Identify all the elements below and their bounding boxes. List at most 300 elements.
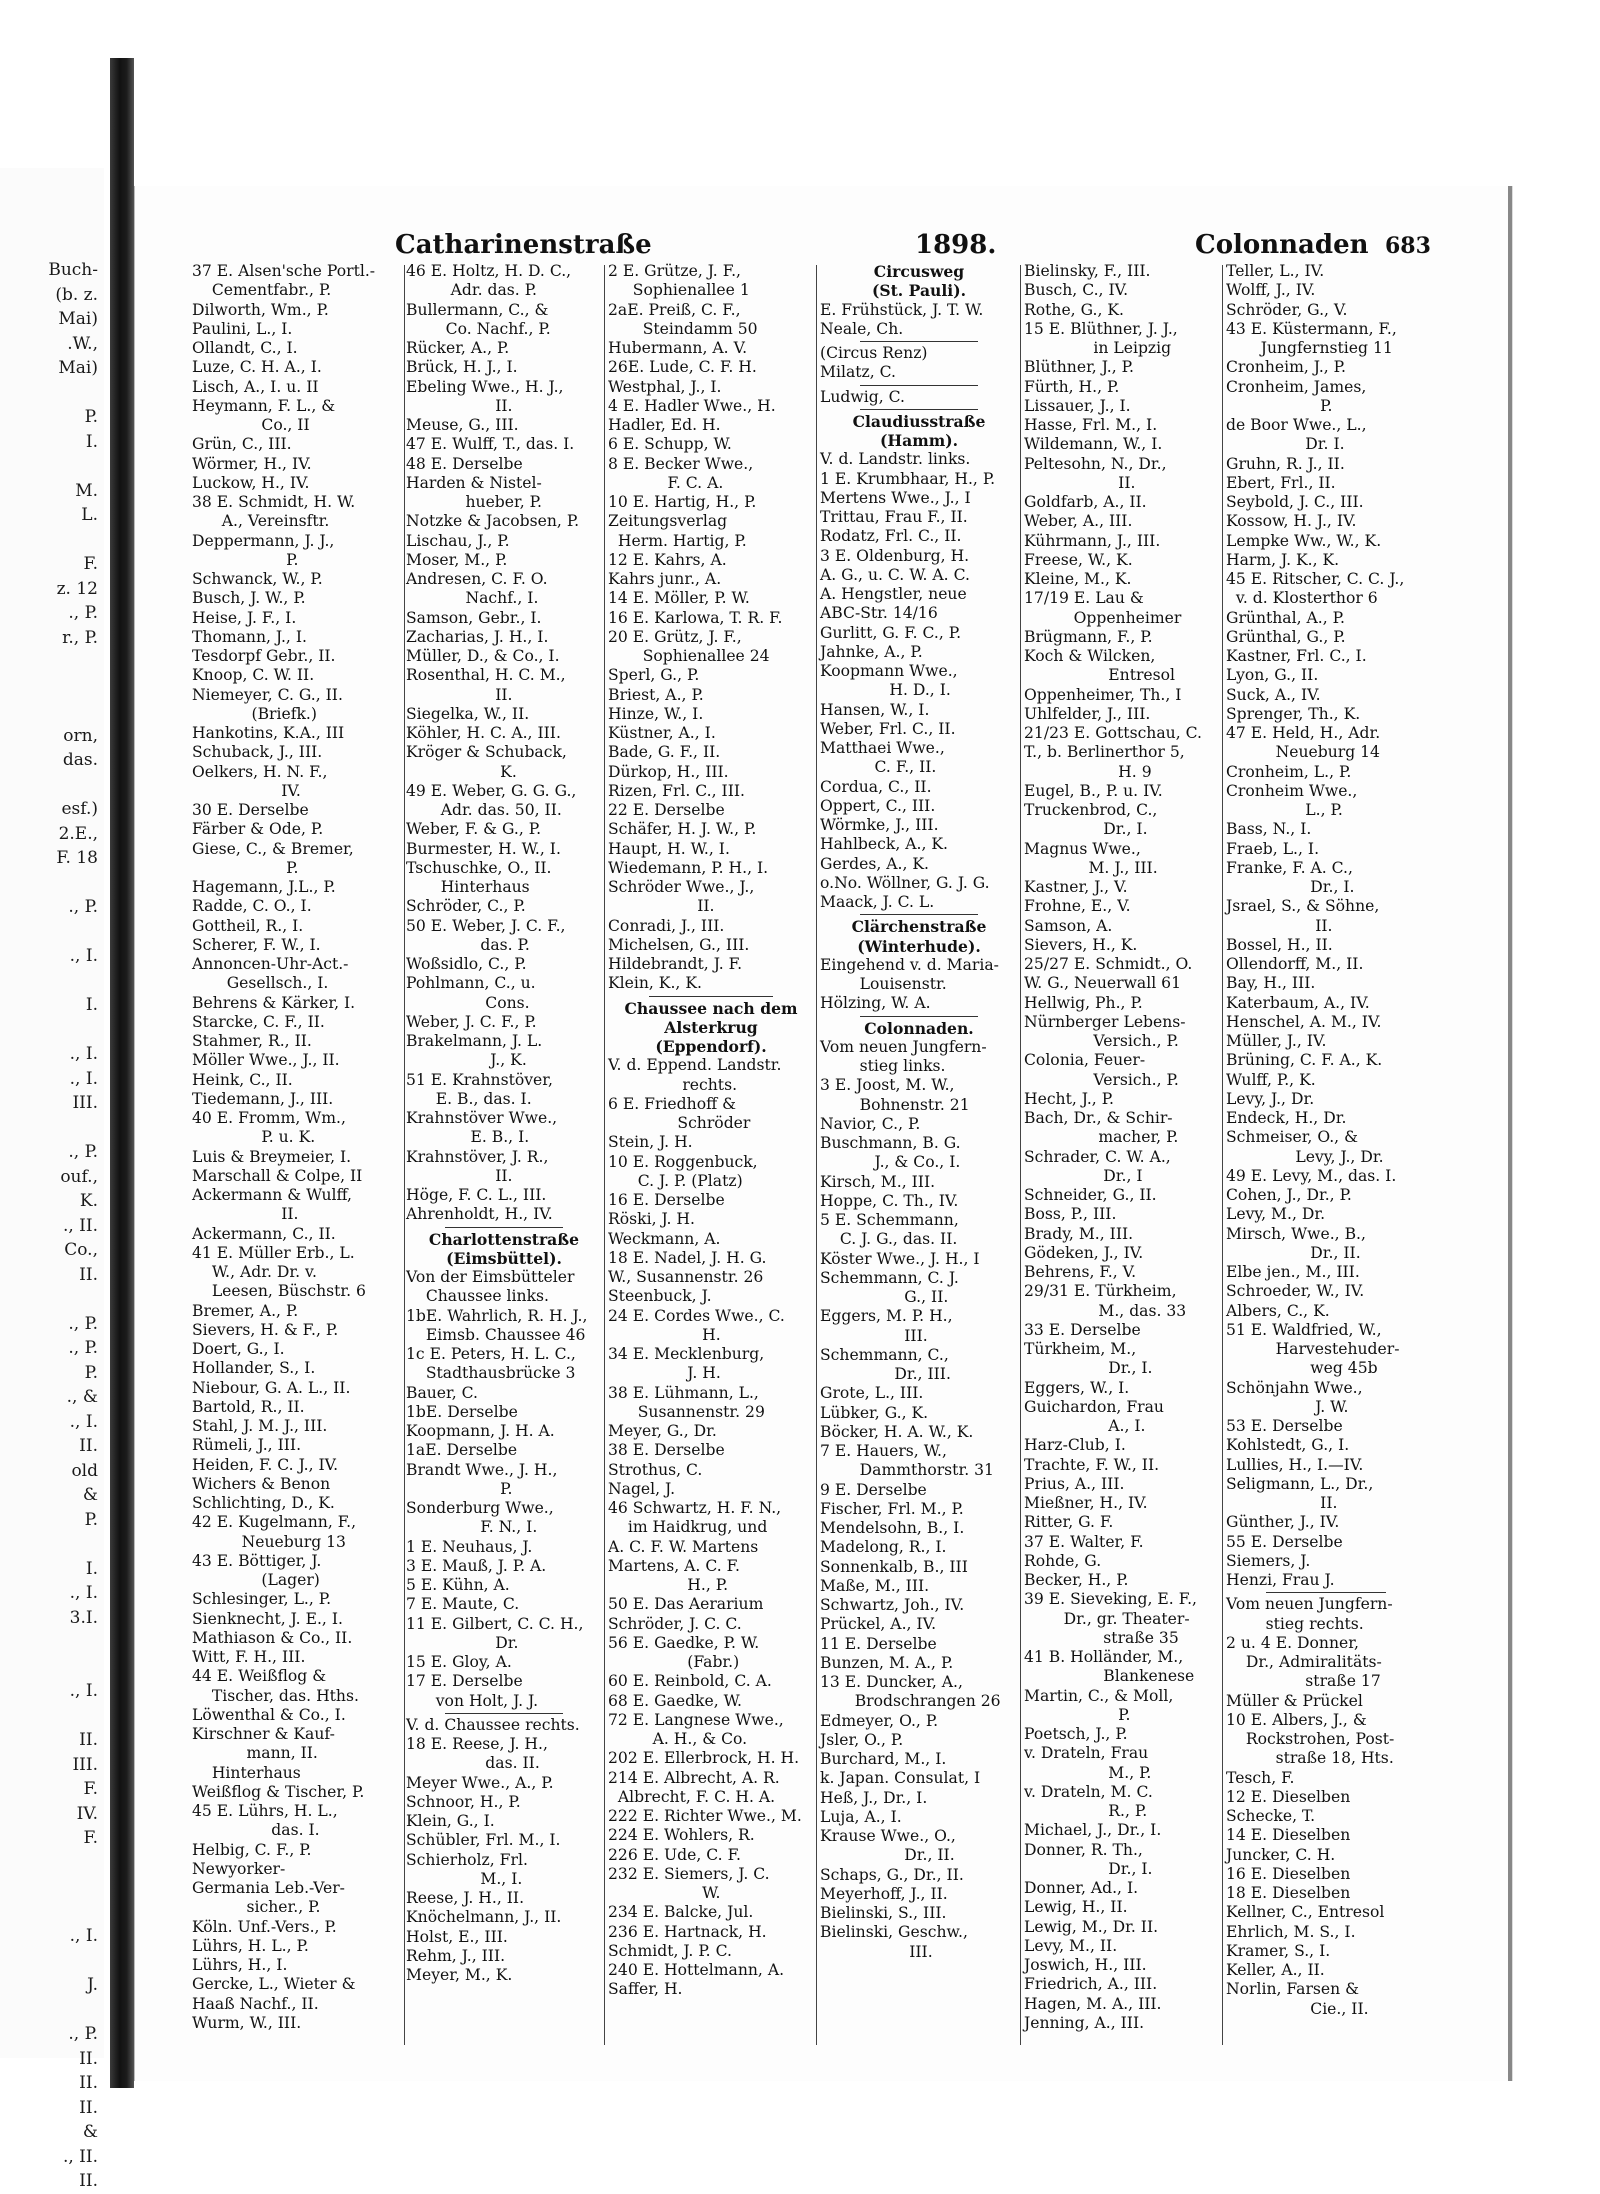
directory-entry: Weckmann, A. <box>608 1229 721 1248</box>
directory-entry: Mathiason & Co., II. <box>192 1628 353 1647</box>
directory-entry: Färber & Ode, P. <box>192 820 324 839</box>
directory-entry: Samson, Gebr., I. <box>406 608 542 627</box>
street-heading: Claudiusstraße <box>852 411 986 431</box>
directory-entry: Louisenstr. <box>820 975 947 993</box>
directory-entry: Knoop, C. W. II. <box>192 666 315 685</box>
directory-entry: Stein, J. H. <box>608 1133 693 1152</box>
directory-entry: Dr., I. <box>1226 878 1355 896</box>
directory-entry: (Lager) <box>192 1571 320 1589</box>
directory-entry: macher, P. <box>1024 1128 1179 1147</box>
directory-entry: im Haidkrug, und <box>608 1518 768 1537</box>
directory-entry: P. u. K. <box>192 1128 316 1147</box>
directory-entry: Lischau, J., P. <box>406 531 510 550</box>
directory-entry: Brakelmann, J. L. <box>406 1032 543 1050</box>
directory-entry: 42 E. Kugelmann, F., <box>192 1513 357 1532</box>
directory-entry: Ollendorff, M., II. <box>1226 955 1364 973</box>
directory-entry: 38 E. Schmidt, H. W. <box>192 493 356 511</box>
directory-entry: J. H. <box>608 1364 721 1383</box>
directory-entry: Röski, J. H. <box>608 1210 695 1229</box>
directory-entry: Brück, H. J., I. <box>406 358 518 377</box>
directory-entry: V. d. Chaussee rechts. <box>406 1715 580 1734</box>
directory-entry: Vom neuen Jungfern- <box>820 1037 987 1056</box>
directory-entry: Dilworth, Wm., P. <box>192 300 329 319</box>
directory-entry: Schröder <box>608 1114 751 1132</box>
section-divider <box>649 996 773 997</box>
directory-entry: Grünthal, G., P. <box>1226 627 1346 646</box>
directory-entry: Steenbuck, J. <box>608 1287 712 1306</box>
directory-entry: J. W. <box>1226 1397 1349 1416</box>
directory-entry: Schneider, G., II. <box>1024 1186 1157 1204</box>
directory-entry: Grün, C., III. <box>192 435 292 454</box>
directory-entry: Rizen, Frl. C., III. <box>608 781 745 800</box>
directory-entry: Trachte, F. W., II. <box>1024 1455 1160 1474</box>
directory-entry: Dr., gr. Theater- <box>1024 1609 1190 1628</box>
directory-entry: Ehrlich, M. S., I. <box>1226 1922 1356 1941</box>
directory-entry: A., I. <box>1024 1417 1146 1435</box>
directory-entry: Koch & Wilcken, <box>1024 647 1156 665</box>
directory-entry: Doert, G., I. <box>192 1340 285 1358</box>
directory-entry: Brüning, C. F. A., K. <box>1226 1051 1383 1070</box>
directory-entry: 46 E. Holtz, H. D. C., <box>406 262 572 280</box>
directory-entry: Kleine, M., K. <box>1024 570 1132 588</box>
directory-entry: Behrens, F., V. <box>1024 1263 1137 1281</box>
directory-entry: Harm, J. K., K. <box>1226 550 1340 569</box>
directory-entry: mann, II. <box>192 1744 318 1763</box>
directory-entry: Schierholz, Frl. <box>406 1850 528 1869</box>
directory-entry: Gercke, L., Wieter & <box>192 1975 356 1994</box>
directory-entry: Heß, J., Dr., I. <box>820 1788 928 1807</box>
directory-entry: Seligmann, L., Dr., <box>1226 1474 1374 1493</box>
directory-entry: Bielinski, Geschw., <box>820 1923 968 1942</box>
directory-entry: Jsrael, S., & Söhne, <box>1226 897 1380 916</box>
directory-entry: Steindamm 50 <box>608 319 758 338</box>
directory-entry: 1bE. Derselbe <box>406 1402 518 1421</box>
directory-entry: Schönjahn Wwe., <box>1226 1378 1363 1397</box>
directory-entry: Wurm, W., III. <box>192 2013 302 2032</box>
directory-entry: 5 E. Schemmann, <box>820 1211 959 1229</box>
directory-entry: Dr., I. <box>1024 1859 1153 1878</box>
directory-entry: Trittau, Frau F., II. <box>820 508 968 526</box>
directory-entry: 15 E. Blüthner, J. J., <box>1024 319 1178 338</box>
directory-entry: Möller Wwe., J., II. <box>192 1051 340 1070</box>
directory-entry: 51 E. Waldfried, W., <box>1226 1320 1382 1339</box>
directory-entry: H. 9 <box>1024 762 1152 781</box>
directory-entry: Hagemann, J.L., P. <box>192 878 336 896</box>
directory-entry: Eggers, W., I. <box>1024 1378 1130 1397</box>
directory-entry: v. d. Klosterthor 6 <box>1226 589 1378 608</box>
column-4 <box>820 262 1018 1962</box>
directory-entry: Hansen, W., I. <box>820 700 930 719</box>
directory-entry: Michelsen, G., III. <box>608 935 750 954</box>
directory-entry: 14 E. Dieselben <box>1226 1826 1351 1845</box>
directory-entry: Bielinski, S., III. <box>820 1904 947 1922</box>
directory-entry: Dr., I. <box>1024 1359 1153 1378</box>
directory-entry: Eggers, M. P. H., <box>820 1307 953 1326</box>
directory-entry: Rockstrohen, Post- <box>1226 1730 1395 1748</box>
directory-entry: Milatz, C. <box>820 363 896 382</box>
directory-entry: T., b. Berlinerthor 5, <box>1024 743 1185 762</box>
directory-entry: 226 E. Ude, C. F. <box>608 1845 741 1864</box>
directory-entry: Tschuschke, O., II. <box>406 858 552 877</box>
previous-page-fragment <box>0 168 104 2191</box>
directory-entry: Levy, M., II. <box>1024 1936 1118 1955</box>
directory-entry: 44 E. Weißflog & <box>192 1667 327 1686</box>
section-divider <box>445 1713 563 1714</box>
directory-entry: Zacharias, J. H., I. <box>406 627 549 646</box>
directory-entry: III. <box>820 1942 933 1961</box>
directory-entry: Kröger & Schuback, <box>406 743 567 762</box>
directory-entry: 46 Schwartz, H. F. N., <box>608 1499 782 1517</box>
directory-entry: A. Hengstler, neue <box>820 585 967 603</box>
directory-entry: Endeck, H., Dr. <box>1226 1109 1347 1127</box>
directory-entry: 43 E. Böttiger, J. <box>192 1551 322 1570</box>
directory-entry: Knöchelmann, J., II. <box>406 1908 562 1927</box>
directory-entry: 25/27 E. Schmidt., O. <box>1024 955 1193 973</box>
directory-entry: Woßsidlo, C., P. <box>406 955 527 973</box>
directory-entry: Sievers, H., K. <box>1024 935 1138 954</box>
directory-entry: Wörmke, J., III. <box>820 816 939 834</box>
directory-entry: Weber, Frl. C., II. <box>820 719 956 738</box>
directory-entry: Brady, M., III. <box>1024 1224 1134 1243</box>
directory-entry: Neueburg 13 <box>192 1532 346 1551</box>
directory-entry: 9 E. Derselbe <box>820 1480 927 1499</box>
directory-entry: 41 B. Holländer, M., <box>1024 1648 1184 1666</box>
directory-entry: Rohde, G. <box>1024 1551 1102 1570</box>
directory-entry: Prückel, A., IV. <box>820 1615 937 1634</box>
directory-entry: Gödeken, J., IV. <box>1024 1243 1144 1262</box>
directory-entry: Lührs, H. L., P. <box>192 1936 309 1955</box>
directory-entry: Brügmann, F., P. <box>1024 627 1153 646</box>
directory-entry: Schrader, C. W. A., <box>1024 1147 1171 1166</box>
directory-entry: Eugel, B., P. u. IV. <box>1024 781 1163 800</box>
column-1 <box>192 262 402 2033</box>
directory-entry: Navior, C., P. <box>820 1114 921 1133</box>
directory-entry: Kirschner & Kauf- <box>192 1725 335 1743</box>
directory-entry: Grote, L., III. <box>820 1384 924 1403</box>
directory-entry: Ritter, G. F. <box>1024 1513 1114 1532</box>
directory-entry: 14 E. Möller, P. W. <box>608 589 750 608</box>
directory-entry: P. <box>1024 1705 1131 1724</box>
directory-entry: 43 E. Küstermann, F., <box>1226 319 1397 338</box>
directory-entry: Friedrich, A., III. <box>1024 1975 1158 1994</box>
column-rule <box>1222 265 1223 2045</box>
directory-entry: A. G., u. C. W. A. C. <box>820 565 970 584</box>
directory-entry: Cons. <box>406 993 530 1012</box>
directory-entry: Köhler, H. C. A., III. <box>406 724 561 742</box>
directory-entry: Lullies, H., I.—IV. <box>1226 1455 1364 1474</box>
directory-entry: Hahlbeck, A., K. <box>820 835 948 854</box>
directory-entry: Tesch, F. <box>1226 1768 1295 1787</box>
directory-entry: Donner, R. Th., <box>1024 1840 1143 1859</box>
directory-entry: Dr., I <box>1024 1166 1143 1185</box>
directory-entry: Bartold, R., II. <box>192 1397 305 1416</box>
directory-entry: L., P. <box>1226 801 1343 819</box>
directory-entry: Harden & Nistel- <box>406 473 542 492</box>
directory-entry: 50 E. Das Aerarium <box>608 1595 764 1614</box>
directory-entry: Becker, H., P. <box>1024 1571 1129 1589</box>
directory-entry: Haaß Nachf., II. <box>192 1994 319 2013</box>
directory-entry: hueber, P. <box>406 493 542 511</box>
directory-entry: Germania Leb.-Ver- <box>192 1879 345 1897</box>
directory-entry: E. B., I. <box>406 1128 530 1147</box>
directory-entry: II. <box>406 1166 513 1185</box>
directory-entry: Harz-Club, I. <box>1024 1436 1126 1455</box>
street-heading: Clärchenstraße <box>851 917 987 937</box>
directory-entry: Luis & Breymeier, I. <box>192 1147 352 1166</box>
directory-entry: Lewig, H., II. <box>1024 1898 1128 1917</box>
directory-entry: Dammthorstr. 31 <box>820 1461 994 1480</box>
directory-entry: Schröder, J. C. C. <box>608 1614 742 1633</box>
directory-entry: Levy, J., Dr. <box>1226 1147 1384 1166</box>
directory-entry: Burmester, H. W., I. <box>406 839 561 858</box>
directory-entry: Dr., III. <box>820 1365 951 1383</box>
directory-entry: Franke, F. A. C., <box>1226 858 1353 877</box>
directory-entry: 236 E. Hartnack, H. <box>608 1922 767 1941</box>
directory-entry: 45 E. Ritscher, C. C. J., <box>1226 570 1405 588</box>
directory-entry: straße 35 <box>1024 1628 1179 1647</box>
directory-entry: K. <box>406 762 517 781</box>
directory-entry: Ludwig, C. <box>820 387 905 406</box>
directory-entry: 72 E. Langnese Wwe., <box>608 1710 784 1729</box>
directory-entry: 16 E. Derselbe <box>608 1191 725 1209</box>
directory-entry: Schemmann, C., <box>820 1345 949 1364</box>
directory-entry: Deppermann, J. J., <box>192 531 335 550</box>
directory-entry: Martens, A. C. F. <box>608 1556 740 1575</box>
directory-entry: V. d. Eppend. Landstr. <box>608 1056 782 1075</box>
directory-entry: H., P. <box>608 1576 729 1594</box>
directory-entry: Krause Wwe., O., <box>820 1827 956 1845</box>
directory-entry: Heiden, F. C. J., IV. <box>192 1455 339 1474</box>
directory-entry: Peltesohn, N., Dr., <box>1024 454 1167 473</box>
directory-entry: Lempke Ww., W., K. <box>1226 531 1382 550</box>
directory-entry: Schröder, C., P. <box>406 897 526 916</box>
directory-entry: Sienknecht, J. E., I. <box>192 1609 343 1628</box>
directory-entry: Weißflog & Tischer, P. <box>192 1782 365 1801</box>
directory-entry: Köster Wwe., J. H., I <box>820 1249 980 1268</box>
directory-entry: F. C. A. <box>608 473 724 492</box>
directory-entry: Gurlitt, G. F. C., P. <box>820 623 962 642</box>
directory-entry: J., & Co., I. <box>820 1153 961 1172</box>
directory-entry: Klein, K., K. <box>608 974 702 993</box>
directory-entry: P. <box>192 858 299 877</box>
directory-entry: Schwanck, W., P. <box>192 570 323 588</box>
section-divider <box>860 1016 979 1017</box>
street-heading: Charlottenstraße <box>428 1229 580 1249</box>
directory-entry: Schlesinger, L., P. <box>192 1590 332 1609</box>
directory-entry: sicher., P. <box>192 1898 321 1917</box>
directory-entry: Ollandt, C., I. <box>192 339 298 357</box>
directory-entry: Schecke, T. <box>1226 1807 1316 1825</box>
directory-entry: W., Susannenstr. 26 <box>608 1268 764 1286</box>
directory-entry: Von der Eimsbütteler <box>406 1268 575 1286</box>
directory-entry: Mendelsohn, B., I. <box>820 1519 965 1537</box>
directory-entry: Schaps, G., Dr., II. <box>820 1865 964 1884</box>
directory-entry: P. <box>1226 396 1333 415</box>
directory-entry: Hinterhaus <box>406 878 530 896</box>
directory-entry: 8 E. Becker Wwe., <box>608 454 754 473</box>
directory-entry: Rehm, J., III. <box>406 1946 506 1965</box>
column-3 <box>608 262 814 2000</box>
directory-entry: 30 E. Derselbe <box>192 801 309 819</box>
directory-entry: 2 E. Grütze, J. F., <box>608 262 742 280</box>
directory-entry: 17 E. Derselbe <box>406 1672 523 1691</box>
directory-entry: Neueburg 14 <box>1226 743 1380 762</box>
directory-entry: 60 E. Reinbold, C. A. <box>608 1672 772 1691</box>
directory-entry: 26E. Lude, C. F. H. <box>608 358 757 377</box>
directory-entry: Briest, A., P. <box>608 685 704 704</box>
directory-entry: Klein, G., I. <box>406 1812 495 1830</box>
directory-entry: Hoppe, C. Th., IV. <box>820 1191 959 1210</box>
directory-entry: Mießner, H., IV. <box>1024 1494 1148 1512</box>
directory-entry: 4 E. Hadler Wwe., H. <box>608 396 776 415</box>
directory-entry: Kührmann, J., III. <box>1024 531 1161 550</box>
directory-entry: Henzi, Frau J. <box>1226 1571 1335 1589</box>
street-heading: Colonnaden. <box>864 1018 974 1038</box>
directory-entry: 41 E. Müller Erb., L. <box>192 1243 355 1262</box>
directory-entry: Lyon, G., II. <box>1226 666 1319 685</box>
directory-entry: das. II. <box>406 1754 540 1773</box>
directory-entry: Oppenheimer, Th., I <box>1024 685 1182 704</box>
directory-entry: Nachf., I. <box>406 589 539 608</box>
directory-entry: Cie., II. <box>1226 1999 1369 2018</box>
directory-entry: Wörmer, H., IV. <box>192 454 312 473</box>
directory-entry: II. <box>1226 916 1333 935</box>
directory-entry: Norlin, Farsen & <box>1226 1980 1360 1999</box>
directory-entry: 7 E. Hauers, W., <box>820 1442 947 1460</box>
directory-entry: Hankotins, K.A., III <box>192 724 345 742</box>
directory-entry: Gottheil, R., I. <box>192 916 304 935</box>
directory-entry: Bach, Dr., & Schir- <box>1024 1109 1173 1127</box>
directory-entry: Eingehend v. d. Maria- <box>820 955 999 974</box>
directory-entry: Katerbaum, A., IV. <box>1226 993 1370 1012</box>
directory-entry: Adr. das. P. <box>406 281 537 300</box>
directory-entry: Colonia, Feuer- <box>1024 1051 1146 1070</box>
directory-entry: 2 u. 4 E. Donner, <box>1226 1633 1359 1652</box>
directory-entry: 222 E. Richter Wwe., M. <box>608 1807 802 1825</box>
directory-entry: Stahmer, R., II. <box>192 1032 312 1050</box>
directory-entry: Nagel, J. <box>608 1479 676 1498</box>
directory-entry: Bay, H., III. <box>1226 974 1316 993</box>
directory-entry: Holst, E., III. <box>406 1927 508 1946</box>
directory-entry: 16 E. Dieselben <box>1226 1864 1351 1883</box>
directory-entry: Helbig, C. F., P. <box>192 1840 312 1859</box>
directory-entry: C. F., II. <box>820 758 937 777</box>
directory-entry: Hollander, S., I. <box>192 1359 316 1378</box>
directory-entry: Jahnke, A., P. <box>820 642 923 661</box>
directory-entry: Herm. Hartig, P. <box>608 531 747 550</box>
directory-entry: 2aE. Preiß, C. F., <box>608 300 741 319</box>
directory-entry: P. <box>406 1479 513 1498</box>
directory-entry: Bunzen, M. A., P. <box>820 1653 954 1672</box>
directory-entry: in Leipzig <box>1024 339 1172 357</box>
directory-entry: II. <box>1024 473 1136 492</box>
directory-entry: Giese, C., & Bremer, <box>192 839 354 858</box>
directory-entry: Versich., P. <box>1024 1032 1179 1050</box>
header-street-left: Catharinenstraße <box>395 230 652 260</box>
directory-entry: 234 E. Balcke, Jul. <box>608 1903 754 1922</box>
directory-entry: Cronheim Wwe., <box>1226 781 1358 800</box>
directory-entry: v. Drateln, M. C. <box>1024 1782 1153 1801</box>
page-number: 683 <box>1385 233 1431 259</box>
directory-entry: Bade, G. F., II. <box>608 743 721 762</box>
directory-entry: 12 E. Dieselben <box>1226 1787 1351 1806</box>
column-rule <box>816 265 817 2045</box>
directory-entry: 49 E. Weber, G. G. G., <box>406 781 577 800</box>
directory-entry: Koopmann, J. H. A. <box>406 1422 555 1440</box>
section-divider <box>1266 1592 1386 1593</box>
directory-entry: 202 E. Ellerbrock, H. H. <box>608 1749 800 1768</box>
directory-entry: Radde, C. O., I. <box>192 897 312 916</box>
directory-entry: W. G., Neuerwall 61 <box>1024 974 1182 993</box>
directory-entry: Hadler, Ed. H. <box>608 416 721 434</box>
directory-entry: Meyer Wwe., A., P. <box>406 1773 554 1792</box>
directory-entry: Uhlfelder, J., III. <box>1024 704 1151 723</box>
directory-entry: Kahrs junr., A. <box>608 570 722 588</box>
directory-entry: J., K. <box>406 1051 527 1070</box>
directory-entry: Pohlmann, C., u. <box>406 974 536 993</box>
directory-entry: Keller, A., II. <box>1226 1961 1325 1979</box>
directory-entry: Gesellsch., I. <box>192 974 329 993</box>
directory-entry: 49 E. Levy, M., das. I. <box>1226 1166 1397 1185</box>
directory-entry: Prius, A., III. <box>1024 1474 1125 1493</box>
directory-entry: Rosenthal, H. C. M., <box>406 666 566 685</box>
directory-entry: (Circus Renz) <box>820 344 928 362</box>
street-heading: (St. Pauli). <box>871 281 967 301</box>
directory-entry: W. <box>608 1884 721 1902</box>
directory-entry: Edmeyer, O., P. <box>820 1711 939 1730</box>
directory-entry: Chaussee links. <box>406 1287 549 1306</box>
directory-entry: 37 E. Walter, F. <box>1024 1532 1144 1551</box>
directory-entry: Hinterhaus <box>192 1763 301 1782</box>
directory-entry: F. N., I. <box>406 1518 538 1537</box>
directory-entry: Ebeling Wwe., H. J., <box>406 377 564 396</box>
directory-entry: Krahnstöver Wwe., <box>406 1109 558 1127</box>
street-heading: (Winterhude). <box>857 936 981 956</box>
directory-entry: Bremer, A., P. <box>192 1301 299 1320</box>
directory-entry: Sievers, H. & F., P. <box>192 1320 339 1339</box>
section-divider <box>860 341 979 342</box>
directory-entry: Wiedemann, P. H., I. <box>608 858 769 877</box>
directory-entry: k. Japan. Consulat, I <box>820 1769 981 1788</box>
directory-entry: Seybold, J. C., III. <box>1226 493 1364 511</box>
directory-entry: Andresen, C. F. O. <box>406 570 548 588</box>
directory-entry: 40 E. Fromm, Wm., <box>192 1109 346 1127</box>
directory-entry: Sophienallee 24 <box>608 647 770 665</box>
section-divider <box>445 1227 563 1228</box>
directory-entry: Bielinsky, F., III. <box>1024 262 1151 280</box>
directory-entry: P. <box>192 550 299 569</box>
directory-entry: Bossel, H., II. <box>1226 935 1333 954</box>
directory-entry: Guichardon, Frau <box>1024 1397 1164 1416</box>
directory-entry: Böcker, H. A. W., K. <box>820 1422 974 1441</box>
directory-entry: IV. <box>192 781 301 800</box>
directory-entry: Meyerhoff, J., II. <box>820 1884 948 1903</box>
directory-entry: Schröder Wwe., J., <box>608 878 755 896</box>
directory-entry: Nürnberger Lebens- <box>1024 1012 1186 1031</box>
directory-entry: Henschel, A. M., IV. <box>1226 1012 1382 1031</box>
directory-entry: V. d. Landstr. links. <box>820 450 971 469</box>
directory-entry: Teller, L., IV. <box>1226 262 1325 280</box>
directory-entry: 39 E. Sieveking, E. F., <box>1024 1590 1198 1609</box>
directory-entry: Bohnenstr. 21 <box>820 1095 970 1114</box>
directory-entry: 10 E. Roggenbuck, <box>608 1152 758 1171</box>
directory-entry: 10 E. Albers, J., & <box>1226 1710 1367 1729</box>
directory-entry: Wichers & Benon <box>192 1474 331 1493</box>
directory-entry: Heymann, F. L., & <box>192 396 336 415</box>
directory-entry: Witt, F. H., III. <box>192 1648 306 1666</box>
directory-entry: ABC-Str. 14/16 <box>820 604 938 623</box>
directory-entry: 3 E. Mauß, J. P. A. <box>406 1556 547 1575</box>
